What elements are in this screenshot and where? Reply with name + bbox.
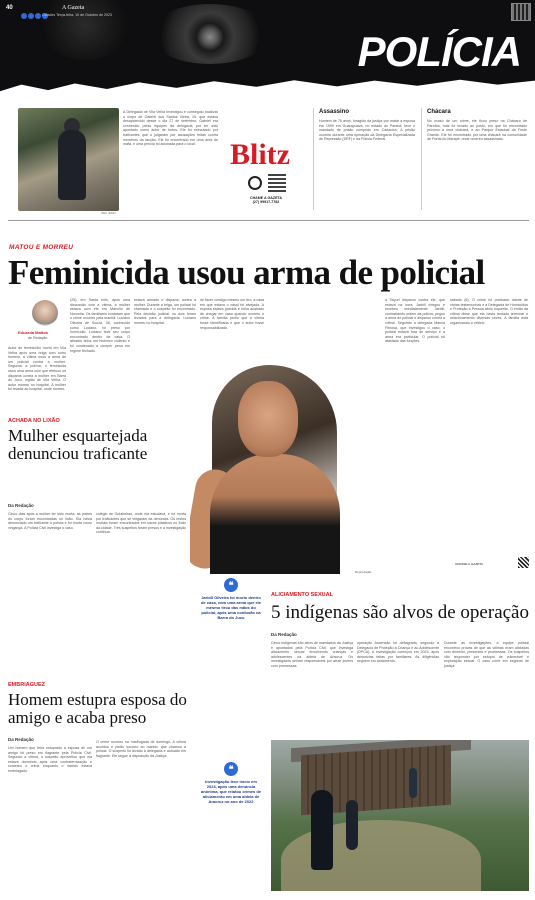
blitz-lead-text: A Delegacia de Vila Velha investigou e conseguiu localizar o corpo de Gabriel dos Santos Vieira, 19, que estava desaparecido desde o dia 27 de setembro. Gabriel era conhecido pelas equipes da delegacia por ter sido apontado como autor de furtos. Ele foi executado por traficantes que o julgaram por acusações feitas contra membros da facção. Ele foi encontrado em uma área de mata, e uma perícia foi acionada para o local. [123, 110, 218, 147]
story4-kicker: EMBRIAGUEZ [8, 682, 45, 688]
story3-headline: 5 indígenas são alvos de operação [271, 602, 529, 623]
page-number: 40 [6, 5, 13, 11]
photo-officer [311, 790, 333, 870]
story3-column-3: Durante as investigações, a equipe policial encontrou provas de que as vítimas eram aliciadas com dinheiro, presentes e promessas. Os suspeitos vão responder por estupro de vulnerável e exploração sexual. O caso corre em segredo de justiça. [444, 641, 529, 668]
column-divider [313, 108, 314, 210]
pull-quote-1 [200, 578, 262, 620]
brief-title-assassino: Assassino [319, 109, 350, 115]
main-story-kicker: MATOU E MORREU [9, 244, 74, 251]
qr-code-icon [511, 3, 531, 21]
main-story-column-5: a Sayuri disparou contra ele, que estava na hora. Jarbill chegou e recebeu imediatamente. Jarbill, contrariando ordem da polícia, pegou a arma do policial e disparou contra a vítima. Segundo a delegada Marcia Fibrosa, que investigou o caso, o policial estava fora de serviço e a arma era particular. O policial foi afastado das funções. [385, 298, 445, 344]
author-avatar [32, 300, 58, 326]
pull-quote-2-text: Investigação teve início em 2023, após uma denúncia anônima, que relatou crimes de aliciamento em uma aldeia de Aracruz no ano de 2022 [200, 779, 262, 804]
section-header-banner [0, 0, 535, 98]
story3-byline: Da Redação [271, 632, 297, 637]
column-divider [421, 108, 422, 210]
author-name: Eduarda Mattos [18, 330, 49, 335]
main-story-column-3: estava armado e disparou contra a mulher. Durante a briga, um policial foi chamado e o suspeito foi encontrado. Pela decisão judicial, os dois foram levados para a delegacia. Luciano morreu no hospital. [134, 298, 196, 325]
main-story-headline: Feminicida usou arma de policial [8, 253, 485, 292]
whatsapp-icon [248, 176, 262, 190]
quote-icon: ❝ [224, 762, 238, 776]
main-story-column-6: sábado (6). O crime foi praticado diante de várias testemunhas e a Delegacia de Homicídios e Proteção à Pessoa abriu inquérito. O irmão da vítima disse que ela havia tentado terminar o relacionamento diversas vezes. A família está organizando o velório. [450, 298, 528, 325]
main-story-column-2: (25), em Santa Inês, após uma discussão com a vítima, a mulher estava com ele em Marcílio de Noronha. Os familiares contaram que o crime ocorreu pela manhã. Luciano Oliveira de Souza, 38, conhecido como Luciano, foi preso por homicídio. Luciano teve seu corpo encontrado dentro de casa. O atirador tinha um histórico violento e foi condenado a cumprir pena em regime fechado. [70, 298, 130, 353]
operation-photo [271, 740, 529, 891]
qr-code-icon [268, 174, 286, 192]
story4-byline: Da Redação [8, 737, 34, 742]
brief-text-assassino: Homem de 76 anos, foragido da justiça por matar a esposa em 1999 em Guarapuava, no estado do Paraná, teve o mandado de prisão cumprido em Cariacica. A prisão ocorreu durante uma operação da Delegacia Especializada de Repressão (DRF) e da Polícia Federal. [319, 119, 415, 142]
blitz-logo: Blitz [230, 138, 290, 171]
photo-body [210, 454, 340, 574]
story2-kicker: ACHADA NO LIXÃO [8, 418, 60, 424]
story2-byline: Da Redação [8, 503, 34, 508]
story2-headline: Mulher esquartejada denunciou traficante [8, 426, 148, 463]
pull-quote-2 [200, 762, 262, 804]
main-story-column-1: Autor de feminicídio morto em Vila Velha após uma briga com outro homem, a vítima usou a arma de um policial contra a mulher. Segundo a polícia, o feminicida usou uma arma com que efetuou os disparos contra a mulher em Barra do Jucu, região de Vila Velha. O autor morreu no hospital. A mulher foi levada ao hospital, onde morreu. [8, 346, 66, 392]
story4-column-1: Um homem que teria estuprado a esposa de um amigo foi preso em flagrante pela Polícia Civil. Segundo a vítima, o suspeito aproveitou que ela estava dormindo após uma confraternização e cometeu o crime enquanto o marido estava embriagado. [8, 746, 92, 773]
publication-name: A Gazeta [62, 5, 85, 11]
story4-column-2: O crime ocorreu na madrugada de domingo. A vítima acordou e pediu socorro ao marido, que chamou a polícia. O suspeito foi levado à delegacia e autuado em flagrante. Ele segue à disposição da Justiça. [96, 740, 186, 758]
section-title: POLÍCIA [357, 28, 521, 75]
photo-person [409, 768, 417, 798]
blitz-cta [236, 196, 296, 204]
story3-column-2: operação Ascensão foi deflagrada, segundo a Delegacia de Proteção à Criança e ao Adolescente (DPCA). A investigação começou em 2023, após denúncias feitas por familiares. As diligências seguem em andamento. [357, 641, 439, 664]
edition-date: Cidades Terça-feira, 10 de Outubro de 2023 [42, 13, 113, 17]
pull-quote-1-text: Jarbill Oliveira foi morto dentro de casa, com uma arma que ele mesmo tirou das mãos do policial, após uma confusão na Barra do Jucu [200, 595, 262, 620]
photo-credit: Vitor Jubini [101, 211, 116, 215]
blitz-phone: (27) 99917-7782 [252, 200, 280, 204]
story2-column-1: Cinco dias após a mulher ter sido morta, as partes do corpo foram encontradas no lixão. Ela havia denunciado um traficante à polícia e foi morta como vingança. A Polícia Civil investiga o caso. [8, 512, 92, 530]
footer-credit: ACESSE A GAZETA [455, 562, 484, 566]
quote-icon: ❝ [224, 578, 238, 592]
brief-title-chacara: Chácara [427, 109, 451, 115]
header-photo-eye-left [150, 4, 270, 64]
story3-kicker: ALICIAMENTO SEXUAL [271, 592, 333, 598]
main-story-column-4: de fazer consigo mesmo um tiro, a casa em que estava o casal foi alvejada. A esposa estava grávida e tinha acabado de chegar em casa quando ocorreu o crime. A família pediu que a vítima fosse identificada e que o autor fosse responsabilizado. [200, 298, 264, 330]
story3-column-1: Cinco indígenas são alvos de mandados da Justiça e apontados pela Polícia Civil, que investiga aliciamento sexual envolvendo crianças e adolescentes na aldeia de Aracruz. Os investigados seriam responsáveis por atrair jovens com promessas. [271, 641, 353, 668]
victim-photo-credit: Reprodução [355, 570, 372, 574]
photo-face [238, 381, 298, 457]
victim-photo [190, 359, 382, 574]
author-role: de Redação [28, 336, 48, 340]
brief-text-chacara: No ocaso de um crime, ele ficou preso na Chácara de Paraíba, mas foi levado ao posto, em que foi encontrado próximo a uma chácara, e ao Parque Estadual da Fonte Grande. Ele foi encontrado por uma chácara na comunidade de Portal do Marapé, onde ocorreu assassinato. [427, 119, 527, 142]
header-photo-eye-right [40, 0, 130, 60]
story2-column-2: colégio de Goiabeiras, onde ela estudava, e foi morta por traficantes que se vingaram da denúncia. Os restos mortais foram encontrados em sacos plásticos no lixão da cidade. Três suspeitos foram presos e a investigação continua. [96, 512, 186, 535]
blitz-strip [0, 100, 535, 223]
photo-person [346, 800, 358, 850]
torn-paper-edge [0, 78, 535, 98]
story4-headline: Homem estupra esposa do amigo e acaba preso [8, 690, 187, 727]
police-officer-photo [18, 108, 119, 211]
blitz-cta-label: CHAME A GAZETA [249, 196, 282, 200]
photo-figure-body [58, 130, 86, 200]
qr-code-icon [518, 557, 529, 568]
section-divider [8, 220, 529, 221]
